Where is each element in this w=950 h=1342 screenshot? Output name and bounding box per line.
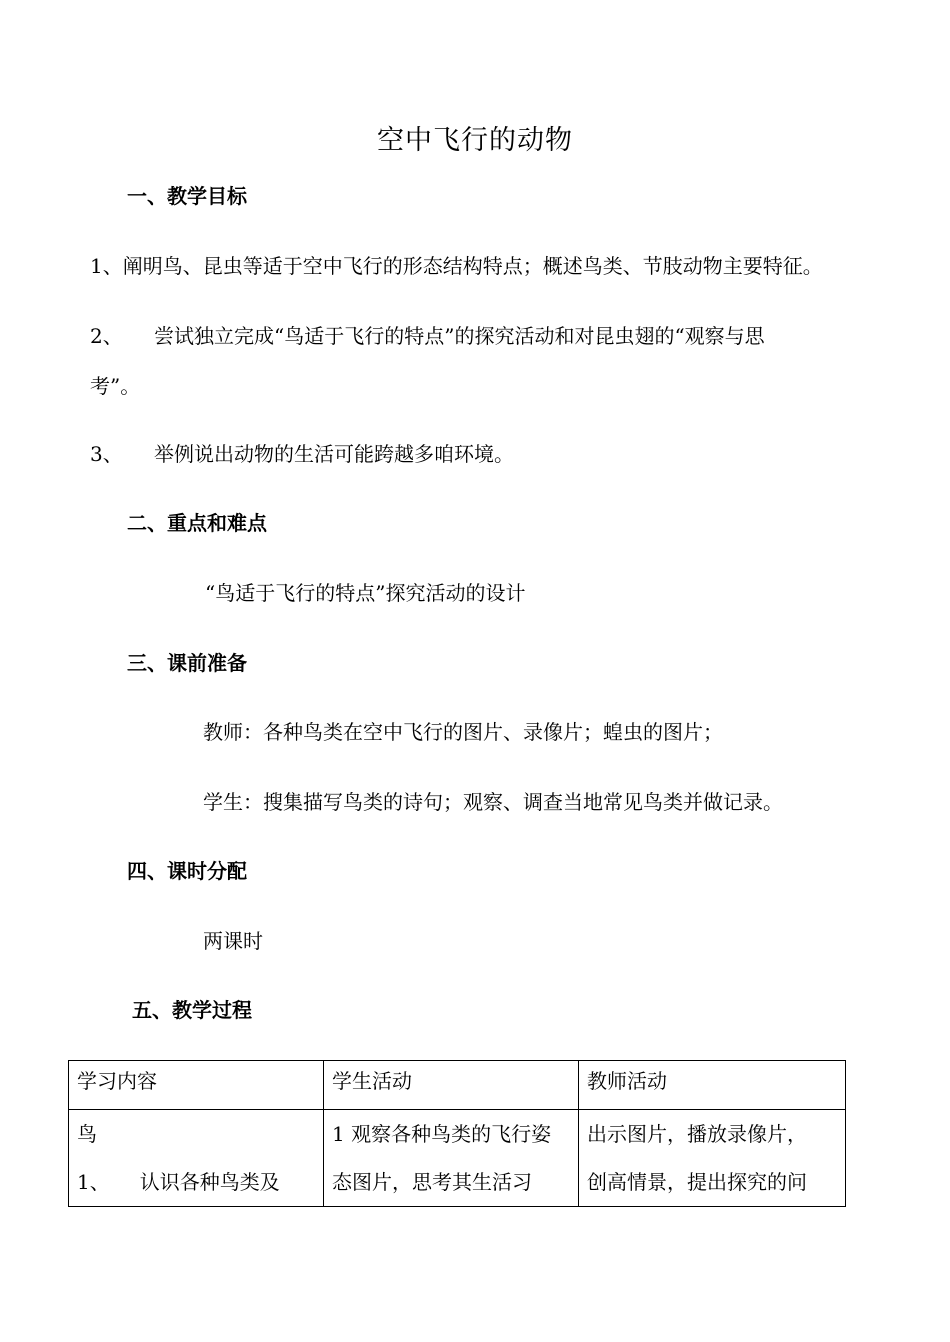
cell-student xyxy=(324,1110,579,1207)
cell-teacher xyxy=(579,1110,846,1207)
objective-item-3 xyxy=(90,438,514,467)
column-header-teacher: 教师活动 xyxy=(579,1061,846,1110)
cell-content xyxy=(69,1110,324,1207)
table-header-row xyxy=(69,1061,846,1110)
cell-content-line-2: 1、 认识各种鸟类及 xyxy=(77,1170,280,1194)
objective-item-1-number: 1、 xyxy=(90,254,123,278)
objective-item-3-text: 举例说出动物的生活可能跨越多咱环境。 xyxy=(154,442,514,466)
column-header-student: 学生活动 xyxy=(324,1061,579,1110)
process-table xyxy=(68,1060,846,1207)
column-header-content: 学习内容 xyxy=(69,1061,324,1110)
preparation-heading: 三、课前准备 xyxy=(127,651,247,675)
objective-item-1 xyxy=(90,250,823,279)
preparation-student: 学生：搜集描写鸟类的诗句；观察、调查当地常见鸟类并做记录。 xyxy=(203,790,783,814)
cell-student-line-1: 1 观察各种鸟类的飞行姿 xyxy=(332,1122,552,1146)
objectives-heading: 一、教学目标 xyxy=(127,184,247,208)
process-heading: 五、教学过程 xyxy=(132,998,252,1022)
objective-item-2-text: 尝试独立完成“鸟适于飞行的特点”的探究活动和对昆虫翅的“观察与思 xyxy=(154,324,765,348)
hours-text: 两课时 xyxy=(203,929,263,953)
objective-item-3-number: 3、 xyxy=(90,442,123,466)
objective-item-2-continuation: 考”。 xyxy=(90,374,141,398)
page-title: 空中飞行的动物 xyxy=(377,125,573,156)
cell-content-line-1: 鸟 xyxy=(77,1122,97,1146)
table-row xyxy=(69,1110,846,1207)
hours-heading: 四、课时分配 xyxy=(127,859,247,883)
objective-item-2-number: 2、 xyxy=(90,324,123,348)
preparation-teacher: 教师：各种鸟类在空中飞行的图片、录像片；蝗虫的图片； xyxy=(203,720,723,744)
objective-item-2 xyxy=(90,320,765,349)
cell-teacher-line-2: 创高情景，提出探究的问 xyxy=(587,1170,807,1194)
key-points-heading: 二、重点和难点 xyxy=(127,511,267,535)
objective-item-1-text: 阐明鸟、昆虫等适于空中飞行的形态结构特点；概述鸟类、节肢动物主要特征。 xyxy=(122,254,823,278)
key-points-text: “鸟适于飞行的特点”探究活动的设计 xyxy=(205,581,526,605)
cell-teacher-line-1: 出示图片，播放录像片， xyxy=(587,1122,807,1146)
cell-student-line-2: 态图片，思考其生活习 xyxy=(332,1170,532,1194)
